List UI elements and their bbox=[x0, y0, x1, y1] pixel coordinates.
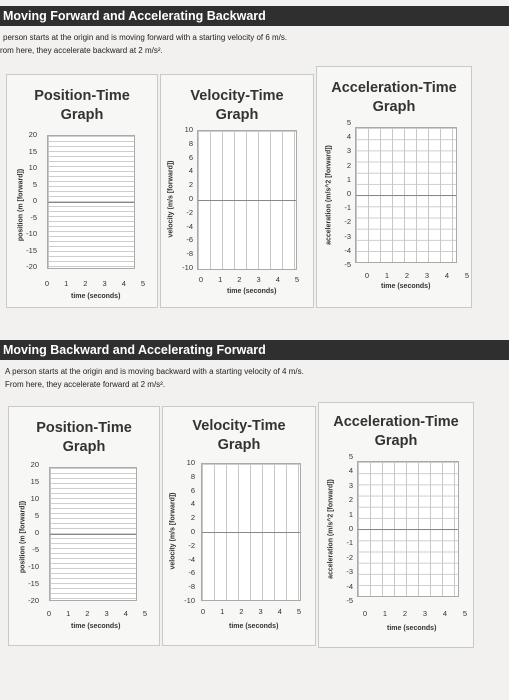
velocity-tick-label: 8 bbox=[190, 471, 195, 481]
acceleration-tick-label: 1 bbox=[348, 509, 353, 519]
velocity-tick-label: -4 bbox=[186, 221, 193, 231]
acceleration-axis-label: acceleration (m/s^2 [forward]) bbox=[327, 479, 335, 579]
position-zero-line bbox=[48, 202, 134, 203]
velocity-tick-label: 10 bbox=[186, 458, 195, 467]
time-tick-label: 5 bbox=[142, 609, 148, 618]
time-tick-label: 4 bbox=[123, 609, 128, 618]
faded-background-text bbox=[210, 320, 213, 331]
acceleration-zero-line bbox=[358, 529, 458, 530]
acceleration-tick-label: -2 bbox=[344, 217, 351, 227]
acceleration-tick-label: -5 bbox=[344, 260, 351, 269]
time-tick-label: 3 bbox=[104, 609, 109, 618]
velocity-tick-label: 10 bbox=[184, 125, 193, 134]
position-tick-label: 15 bbox=[28, 146, 37, 156]
time-tick-label: 4 bbox=[275, 275, 280, 284]
velocity-tick-label: 0 bbox=[188, 194, 193, 203]
time-tick-label: 3 bbox=[102, 279, 107, 288]
time-tick-label: 1 bbox=[220, 607, 225, 616]
velocity-title-line-1: Velocity-Time bbox=[190, 88, 284, 104]
time-tick-label: 2 bbox=[404, 271, 410, 280]
time-tick-label: 1 bbox=[218, 275, 223, 284]
time-tick-label: 5 bbox=[462, 609, 468, 618]
time-tick-label: 0 bbox=[198, 275, 204, 284]
velocity-tick-label: -10 bbox=[184, 596, 195, 605]
section-2-description-line-2: From here, they accelerate forward at 2 m/s². bbox=[5, 380, 166, 389]
acceleration-title-line-2: Graph bbox=[374, 433, 418, 449]
position-tick-label: 5 bbox=[32, 179, 37, 189]
acceleration-axis-label: acceleration (m/s^2 [forward]) bbox=[325, 145, 333, 245]
time-axis-label: time (seconds) bbox=[387, 625, 437, 632]
time-axis-label: time (seconds) bbox=[381, 283, 431, 290]
section-1-description-line-2: rom here, they accelerate backward at 2 m/s². bbox=[0, 46, 163, 55]
section-2-acceleration-title bbox=[319, 413, 473, 451]
acceleration-grid[interactable] bbox=[357, 461, 459, 597]
section-1-position-title bbox=[7, 87, 157, 125]
velocity-axis-label: velocity (m/s [forward]) bbox=[169, 492, 177, 570]
time-axis-label: time (seconds) bbox=[71, 293, 121, 300]
position-tick-label: 0 bbox=[32, 196, 37, 205]
position-grid[interactable] bbox=[49, 467, 137, 601]
position-tick-label: -5 bbox=[30, 212, 37, 222]
time-tick-label: 5 bbox=[140, 279, 146, 288]
time-tick-label: 0 bbox=[44, 279, 50, 288]
position-axis-label: position (m [forward]) bbox=[17, 168, 25, 242]
time-tick-label: 3 bbox=[258, 607, 263, 616]
position-tick-label: -15 bbox=[26, 245, 37, 255]
acceleration-tick-label: 3 bbox=[346, 146, 351, 156]
acceleration-tick-label: 0 bbox=[348, 524, 353, 533]
velocity-title-line-1: Velocity-Time bbox=[192, 418, 286, 434]
time-tick-label: 2 bbox=[237, 275, 242, 284]
time-tick-label: 3 bbox=[424, 271, 430, 280]
position-title-line-2: Graph bbox=[60, 107, 104, 123]
velocity-tick-label: 4 bbox=[190, 499, 195, 509]
time-axis-label: time (seconds) bbox=[227, 288, 277, 295]
position-title-line-2: Graph bbox=[62, 439, 106, 455]
position-tick-label: -5 bbox=[32, 545, 39, 554]
time-tick-label: 4 bbox=[277, 607, 282, 616]
position-title-line-1: Position-Time bbox=[34, 88, 130, 104]
section-1-acceleration-title bbox=[317, 79, 471, 117]
time-tick-label: 1 bbox=[384, 271, 390, 280]
section-2-acceleration-panel bbox=[318, 402, 474, 648]
section-2-position-panel bbox=[8, 406, 160, 646]
time-tick-label: 4 bbox=[121, 279, 126, 288]
section-1-velocity-title bbox=[161, 87, 313, 125]
section-1-position-panel bbox=[6, 74, 158, 308]
position-tick-label: 0 bbox=[34, 528, 39, 537]
time-tick-label: 5 bbox=[296, 607, 302, 616]
time-tick-label: 4 bbox=[442, 609, 448, 618]
position-axis-label: position (m [forward]) bbox=[19, 500, 27, 574]
time-tick-label: 2 bbox=[402, 609, 408, 618]
acceleration-tick-label: -3 bbox=[346, 567, 353, 577]
velocity-grid[interactable] bbox=[197, 130, 297, 270]
time-tick-label: 2 bbox=[85, 609, 90, 618]
velocity-tick-label: 2 bbox=[190, 513, 195, 523]
position-tick-label: -10 bbox=[28, 562, 39, 571]
acceleration-tick-label: 3 bbox=[348, 480, 353, 490]
section-1-description-line-1: person starts at the origin and is moving forward with a starting velocity of 6 m/s. bbox=[3, 33, 288, 42]
velocity-tick-label: -6 bbox=[186, 235, 193, 245]
acceleration-tick-label: -3 bbox=[344, 231, 351, 241]
position-tick-label: -20 bbox=[28, 596, 39, 605]
position-tick-label: -10 bbox=[26, 229, 37, 238]
section-2-description-line-1: A person starts at the origin and is moving backward with a starting velocity of 4 m/s. bbox=[5, 367, 304, 376]
velocity-tick-label: 2 bbox=[188, 180, 193, 190]
position-grid[interactable] bbox=[47, 135, 135, 269]
velocity-zero-line bbox=[198, 200, 296, 201]
acceleration-tick-label: 4 bbox=[348, 466, 353, 476]
acceleration-tick-label: 2 bbox=[348, 495, 353, 505]
time-tick-label: 0 bbox=[200, 607, 206, 616]
acceleration-tick-label: 5 bbox=[348, 452, 353, 461]
acceleration-tick-label: -4 bbox=[346, 581, 353, 591]
position-tick-label: 10 bbox=[28, 163, 37, 172]
position-zero-line bbox=[50, 534, 136, 535]
velocity-tick-label: -10 bbox=[182, 263, 193, 272]
acceleration-zero-line bbox=[356, 195, 456, 196]
time-tick-label: 2 bbox=[83, 279, 88, 288]
section-1-heading: Moving Forward and Accelerating Backward bbox=[0, 6, 509, 26]
time-axis-label: time (seconds) bbox=[71, 623, 121, 630]
time-tick-label: 5 bbox=[294, 275, 300, 284]
time-tick-label: 4 bbox=[444, 271, 450, 280]
time-tick-label: 2 bbox=[239, 607, 244, 616]
acceleration-tick-label: -1 bbox=[346, 538, 353, 548]
acceleration-title-line-1: Acceleration-Time bbox=[333, 414, 459, 430]
acceleration-tick-label: -1 bbox=[344, 203, 351, 213]
velocity-title-line-2: Graph bbox=[215, 107, 259, 123]
time-tick-label: 3 bbox=[422, 609, 428, 618]
velocity-tick-label: 8 bbox=[188, 138, 193, 148]
time-tick-label: 0 bbox=[362, 609, 368, 618]
velocity-axis-label: velocity (m/s [forward]) bbox=[167, 160, 175, 238]
velocity-tick-label: 0 bbox=[190, 527, 195, 536]
time-tick-label: 1 bbox=[66, 609, 71, 618]
section-1-acceleration-panel bbox=[316, 66, 472, 308]
position-tick-label: -20 bbox=[26, 262, 37, 271]
time-axis-label: time (seconds) bbox=[229, 623, 279, 630]
velocity-tick-label: -4 bbox=[188, 554, 195, 564]
acceleration-tick-label: 4 bbox=[346, 132, 351, 142]
acceleration-tick-label: 5 bbox=[346, 118, 351, 127]
acceleration-title-line-1: Acceleration-Time bbox=[331, 80, 457, 96]
acceleration-title-line-2: Graph bbox=[372, 99, 416, 115]
acceleration-tick-label: -2 bbox=[346, 552, 353, 562]
position-tick-label: 15 bbox=[30, 477, 39, 486]
acceleration-tick-label: -5 bbox=[346, 596, 353, 605]
position-tick-label: 10 bbox=[30, 494, 39, 503]
velocity-tick-label: 4 bbox=[188, 166, 193, 176]
velocity-tick-label: -2 bbox=[188, 540, 195, 550]
position-tick-label: 20 bbox=[30, 460, 39, 469]
position-tick-label: 20 bbox=[28, 130, 37, 139]
time-tick-label: 1 bbox=[64, 279, 69, 288]
section-2-position-title bbox=[9, 419, 159, 457]
acceleration-tick-label: -4 bbox=[344, 245, 351, 255]
section-2-heading: Moving Backward and Accelerating Forward bbox=[0, 340, 509, 360]
acceleration-tick-label: 2 bbox=[346, 160, 351, 170]
time-tick-label: 1 bbox=[382, 609, 388, 618]
acceleration-grid[interactable] bbox=[355, 127, 457, 263]
time-tick-label: 0 bbox=[46, 609, 52, 618]
section-2-velocity-title bbox=[163, 417, 315, 455]
velocity-tick-label: 6 bbox=[188, 152, 193, 162]
velocity-tick-label: -2 bbox=[186, 207, 193, 217]
section-1-velocity-panel bbox=[160, 74, 314, 308]
acceleration-tick-label: 1 bbox=[346, 174, 351, 184]
acceleration-tick-label: 0 bbox=[346, 189, 351, 198]
velocity-tick-label: -8 bbox=[186, 249, 193, 259]
velocity-tick-label: -8 bbox=[188, 582, 195, 592]
velocity-tick-label: 6 bbox=[190, 485, 195, 495]
velocity-grid[interactable] bbox=[201, 463, 301, 601]
velocity-title-line-2: Graph bbox=[217, 437, 261, 453]
time-tick-label: 5 bbox=[464, 271, 470, 280]
time-tick-label: 0 bbox=[364, 271, 370, 280]
section-2-velocity-panel bbox=[162, 406, 316, 646]
velocity-tick-label: -6 bbox=[188, 568, 195, 578]
time-tick-label: 3 bbox=[256, 275, 261, 284]
position-tick-label: -15 bbox=[28, 579, 39, 588]
velocity-zero-line bbox=[202, 532, 300, 533]
position-tick-label: 5 bbox=[34, 511, 39, 520]
position-title-line-1: Position-Time bbox=[36, 420, 132, 436]
